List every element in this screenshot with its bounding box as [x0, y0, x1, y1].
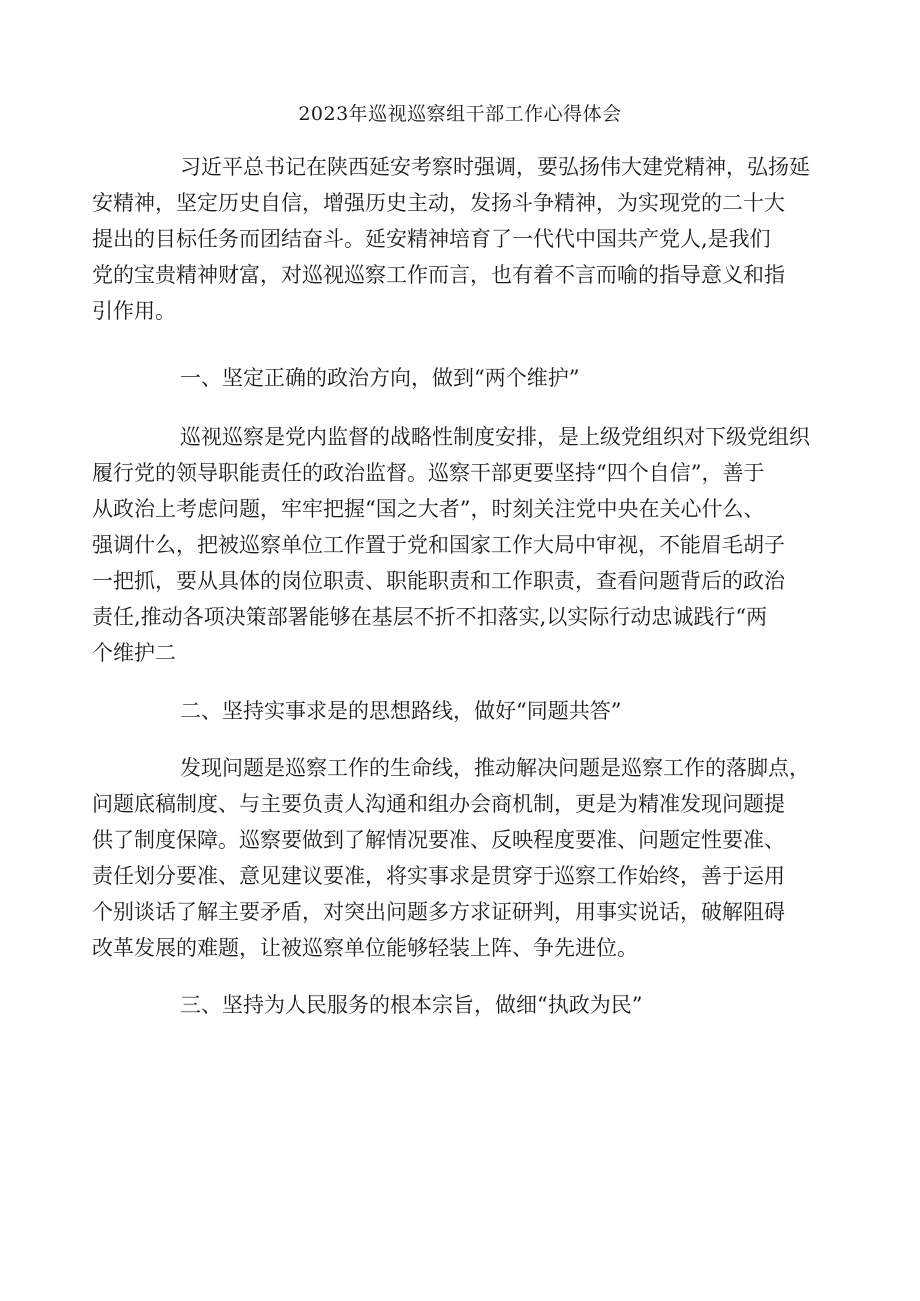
- section-heading-2: [136, 693, 796, 729]
- document-title: 2023年巡视巡察组干部工作心得体会: [298, 103, 622, 125]
- section-line: 问题底稿制度、与主要负责人沟通和组办会商机制，更是为精准发现问题提: [92, 792, 785, 816]
- section-line: 责任划分要准、意见建议要准，将实事求是贯穿于巡察工作始终，善于运用: [92, 864, 785, 888]
- section-line: 个维护二: [92, 641, 176, 665]
- section-line: 供了制度保障。巡察要做到了解情况要准、反映程度要准、问题定性要准、: [92, 828, 785, 852]
- intro-line: 提出的目标任务而团结奋斗。延安精神培育了一代代中国共产党人,是我们: [92, 227, 771, 251]
- section-heading-text: 三、坚持为人民服务的根本宗旨，做细“执政为民”: [180, 993, 643, 1017]
- section-line: 改革发展的难题，让被巡察单位能够轻装上阵、争先进位。: [92, 936, 638, 960]
- section-line: 履行党的领导职能责任的政治监督。巡察干部更要坚持“四个自信”，善于: [92, 461, 765, 485]
- section-line: 巡视巡察是党内监督的战略性制度安排，是上级党组织对下级党组织: [180, 425, 810, 449]
- intro-line: 安精神，坚定历史自信，增强历史主动，发扬斗争精神，为实现党的二十大: [92, 191, 785, 215]
- section-line: 责任,推动各项决策部署能够在基层不折不扣落实,以实际行动忠诚践行“两: [92, 605, 768, 629]
- section-heading-1: [136, 360, 796, 396]
- intro-line: 引作用。: [92, 299, 176, 323]
- section-line: 发现问题是巡察工作的生命线，推动解决问题是巡察工作的落脚点，: [180, 756, 810, 780]
- section-paragraph-2: [92, 750, 810, 966]
- section-line: 从政治上考虑问题，牢牢把握“国之大者”，时刻关注党中央在关心什么、: [92, 497, 765, 521]
- intro-line: 党的宝贵精神财富，对巡视巡察工作而言，也有着不言而喻的指导意义和指: [92, 263, 785, 287]
- section-line: 个别谈话了解主要矛盾，对突出问题多方求证研判，用事实说话，破解阻碍: [92, 900, 785, 924]
- section-heading-text: 一、坚定正确的政治方向，做到“两个维护”: [180, 366, 580, 390]
- section-heading-text: 二、坚持实事求是的思想路线，做好“同题共答”: [180, 699, 622, 723]
- intro-line: 习近平总书记在陕西延安考察时强调，要弘扬伟大建党精神，弘扬延: [180, 155, 810, 179]
- section-heading-3: [136, 987, 796, 1023]
- intro-paragraph: [92, 149, 810, 329]
- document-body: [92, 149, 810, 1023]
- section-paragraph-1: [92, 419, 810, 671]
- section-line: 一把抓，要从具体的岗位职责、职能职责和工作职责，查看问题背后的政治: [92, 569, 785, 593]
- section-line: 强调什么，把被巡察单位工作置于党和国家工作大局中审视，不能眉毛胡子: [92, 533, 785, 557]
